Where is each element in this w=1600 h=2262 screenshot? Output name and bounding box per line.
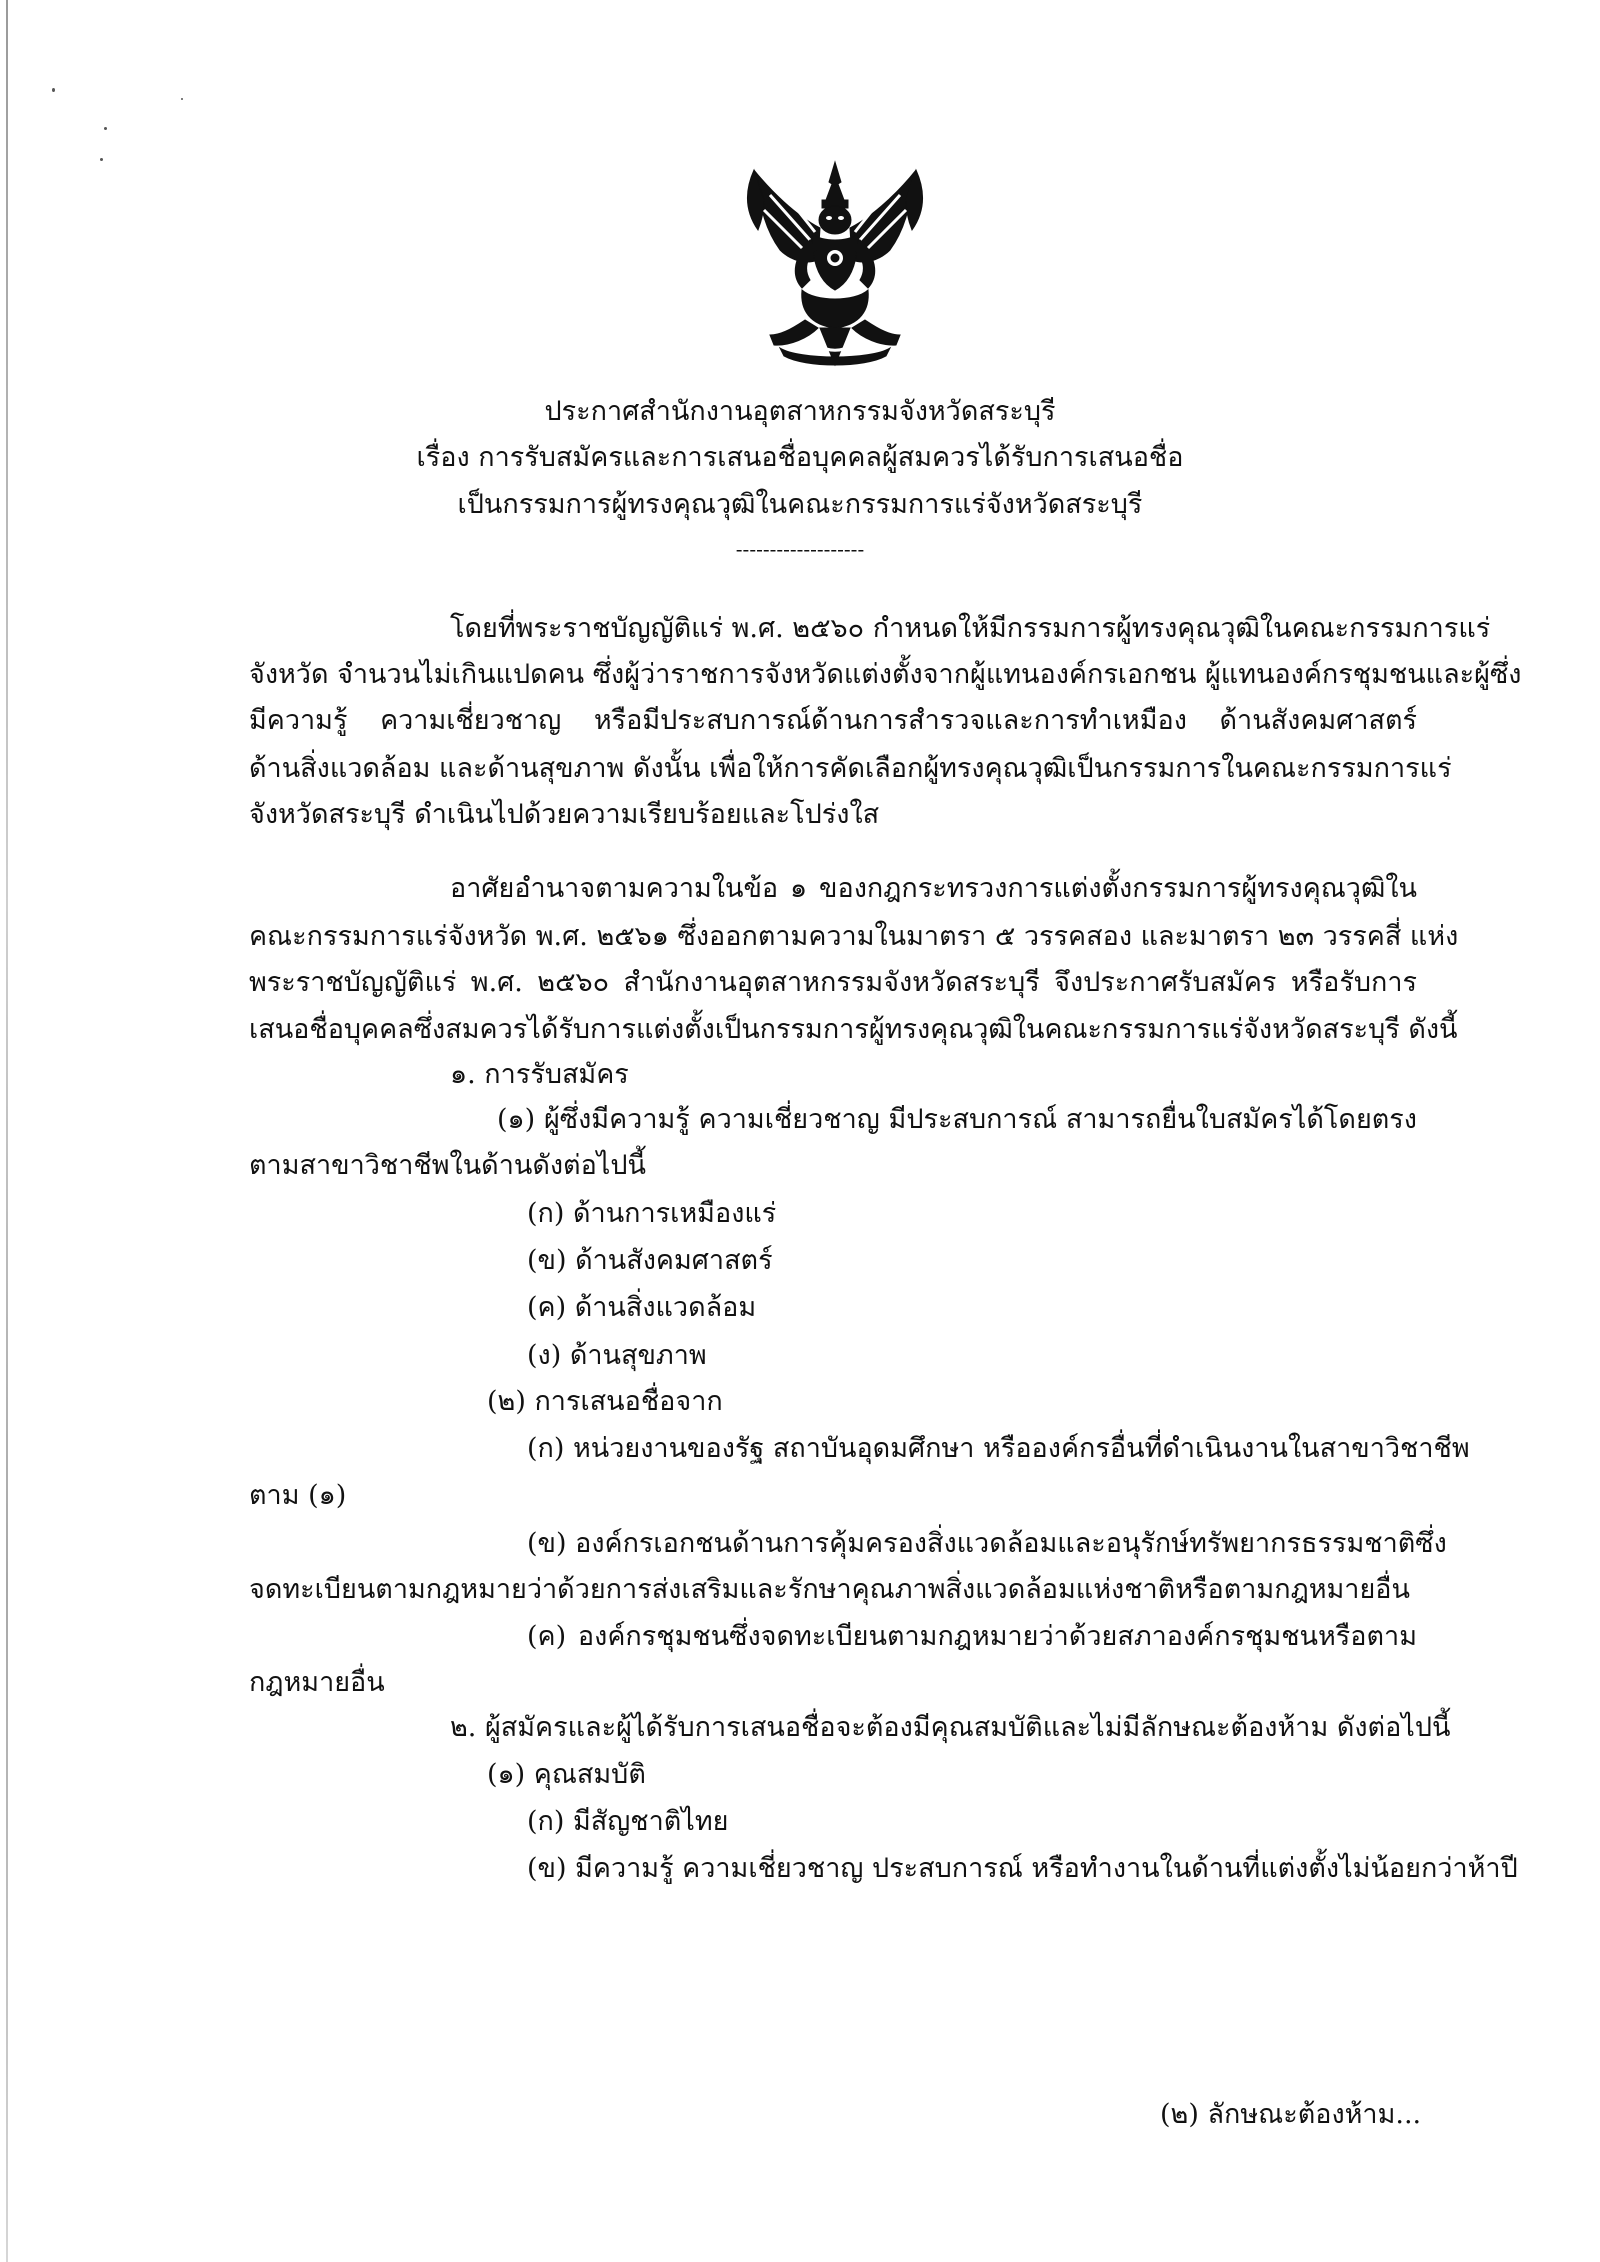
paragraph-line: มีความรู้ ความเชี่ยวชาญ หรือมีประสบการณ์ด้านการสำรวจและการทำเหมือง ด้านสังคมศาสตร์: [249, 705, 1417, 736]
nominator-item-cont: จดทะเบียนตามกฎหมายว่าด้วยการส่งเสริมและรักษาคุณภาพสิ่งแวดล้อมแห่งชาติหรือตามกฎหมายอื่น: [249, 1574, 1410, 1605]
scan-speck: [181, 98, 183, 100]
section-1-item-1: (๑) ผู้ซึ่งมีความรู้ ความเชี่ยวชาญ มีประสบการณ์ สามารถยื่นใบสมัครได้โดยตรง: [497, 1104, 1417, 1135]
field-item: (ข) ด้านสังคมศาสตร์: [527, 1245, 773, 1276]
announcement-subject: เรื่อง การรับสมัครและการเสนอชื่อบุคคลผู้สมควรได้รับการเสนอชื่อ: [416, 442, 1184, 473]
qualification-item: (ข) มีความรู้ ความเชี่ยวชาญ ประสบการณ์ หรือทำงานในด้านที่แต่งตั้งไม่น้อยกว่าห้าปี: [527, 1853, 1518, 1884]
field-item: (ค) ด้านสิ่งแวดล้อม: [527, 1292, 757, 1323]
scan-speck: [104, 127, 107, 130]
field-item: (ก) ด้านการเหมืองแร่: [527, 1198, 777, 1229]
announcement-title: ประกาศสำนักงานอุตสาหกรรมจังหวัดสระบุรี: [544, 396, 1056, 427]
title-separator: -------------------: [735, 537, 865, 561]
page-continuation: (๒) ลักษณะต้องห้าม...: [1160, 2099, 1422, 2130]
field-item: (ง) ด้านสุขภาพ: [527, 1340, 707, 1371]
paragraph-line: อาศัยอำนาจตามความในข้อ ๑ ของกฎกระทรวงการแต่งตั้งกรรมการผู้ทรงคุณวุฒิใน: [450, 873, 1417, 904]
section-1-item-1-cont: ตามสาขาวิชาชีพในด้านดังต่อไปนี้: [249, 1150, 646, 1181]
scan-speck: [100, 158, 103, 161]
section-2-sub-heading: (๑) คุณสมบัติ: [487, 1759, 646, 1790]
scan-page-edge: [6, 0, 8, 2262]
section-1-heading: ๑. การรับสมัคร: [450, 1059, 629, 1090]
nominator-item: (ข) องค์กรเอกชนด้านการคุ้มครองสิ่งแวดล้อมและอนุรักษ์ทรัพยากรธรรมชาติซึ่ง: [527, 1528, 1447, 1559]
paragraph-line: ด้านสิ่งแวดล้อม และด้านสุขภาพ ดังนั้น เพื่อให้การคัดเลือกผู้ทรงคุณวุฒิเป็นกรรมการในคณะกรรมการแร่: [249, 753, 1452, 784]
announcement-subject-cont: เป็นกรรมการผู้ทรงคุณวุฒิในคณะกรรมการแร่จังหวัดสระบุรี: [457, 489, 1143, 520]
paragraph-line: เสนอชื่อบุคคลซึ่งสมควรได้รับการแต่งตั้งเป็นกรรมการผู้ทรงคุณวุฒิในคณะกรรมการแร่จังหวัดสระบุรี ดังนี้: [249, 1014, 1458, 1045]
nominator-item-cont: กฎหมายอื่น: [249, 1667, 385, 1698]
nominator-item-cont: ตาม (๑): [249, 1480, 347, 1511]
paragraph-line: โดยที่พระราชบัญญัติแร่ พ.ศ. ๒๕๖๐ กำหนดให้มีกรรมการผู้ทรงคุณวุฒิในคณะกรรมการแร่: [450, 613, 1491, 644]
nominator-item: (ก) หน่วยงานของรัฐ สถาบันอุดมศึกษา หรือองค์กรอื่นที่ดำเนินงานในสาขาวิชาชีพ: [527, 1433, 1470, 1464]
section-2-heading: ๒. ผู้สมัครและผู้ได้รับการเสนอชื่อจะต้องมีคุณสมบัติและไม่มีลักษณะต้องห้าม ดังต่อไปนี้: [450, 1712, 1451, 1743]
qualification-item: (ก) มีสัญชาติไทย: [527, 1806, 729, 1837]
nominator-item: (ค) องค์กรชุมชนซึ่งจดทะเบียนตามกฎหมายว่าด้วยสภาองค์กรชุมชนหรือตาม: [527, 1621, 1417, 1652]
paragraph-line: จังหวัดสระบุรี ดำเนินไปด้วยความเรียบร้อยและโปร่งใส: [249, 799, 880, 830]
scan-speck: [52, 88, 55, 92]
paragraph-line: พระราชบัญญัติแร่ พ.ศ. ๒๕๖๐ สำนักงานอุตสาหกรรมจังหวัดสระบุรี จึงประกาศรับสมัคร หรือรับการ: [249, 967, 1417, 998]
garuda-emblem: [740, 160, 930, 375]
section-1-item-2: (๒) การเสนอชื่อจาก: [487, 1386, 723, 1417]
paragraph-line: จังหวัด จำนวนไม่เกินแปดคน ซึ่งผู้ว่าราชการจังหวัดแต่งตั้งจากผู้แทนองค์กรเอกชน ผู้แทนองค์กรชุมชนและผู้ซึ่ง: [249, 659, 1522, 690]
paragraph-line: คณะกรรมการแร่จังหวัด พ.ศ. ๒๕๖๑ ซึ่งออกตามความในมาตรา ๕ วรรคสอง และมาตรา ๒๓ วรรคสี่ แห่ง: [249, 921, 1459, 952]
